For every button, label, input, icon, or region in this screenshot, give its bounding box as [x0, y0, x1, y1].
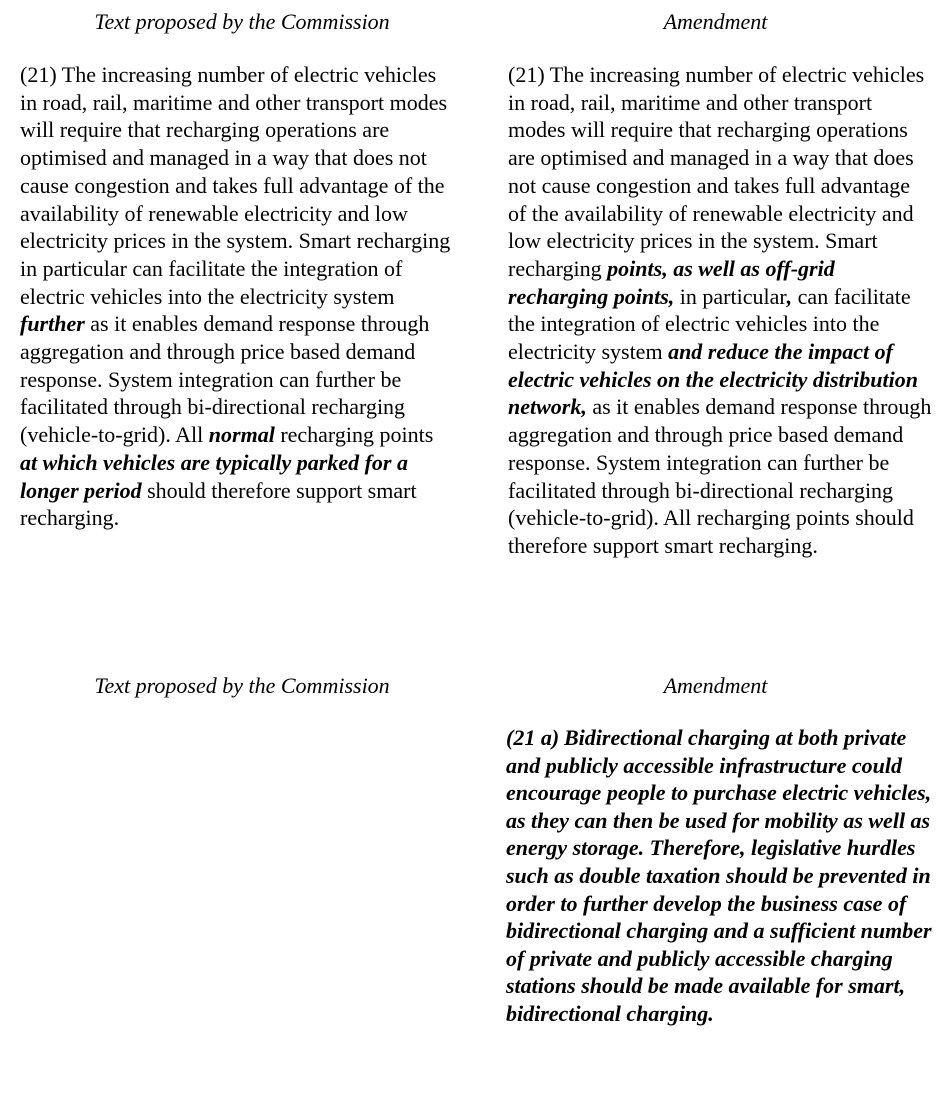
- paragraph-number: (21 a): [506, 725, 560, 750]
- amendment-text-paragraph-21: [508, 61, 933, 560]
- deleted-text-run: further: [20, 311, 85, 337]
- text-run: should therefore support smart recharging.: [20, 477, 417, 531]
- text-run: (21) The increasing number of electric vehicles in road, rail, maritime and other transport modes will require that recharging operations are optimised and managed in a way that does not cause congestion and takes full advantage of the availability of renewable electricity and low electricity prices in the system. Smart recharging in particular can facilitate the integration of electric vehicles into the electricity system: [20, 62, 451, 309]
- column-header-commission-2: Text proposed by the Commission: [94, 673, 390, 698]
- inserted-text-run: ,: [786, 283, 793, 309]
- inserted-text-run: points, as well as off-grid recharging points,: [508, 255, 835, 309]
- text-run: recharging points: [274, 422, 434, 448]
- deleted-text-run: normal: [208, 422, 275, 448]
- text-run: as it enables demand response through aggregation and through price based demand response. System integration can further be facilitated through bi-directional recharging (vehicle-to-grid). All recharging points should therefore support smart recharging.: [508, 394, 932, 558]
- inserted-text-run: Bidirectional charging at both private and publicly accessible infrastructure could encourage people to purchase electric vehicles, as they can then be used for mobility as well as energy storage. Therefore, legislative hurdles such as double taxation should be prevented in order to further develop the business case of bidirectional charging and a sufficient number of private and publicly accessible charging stations should be made available for smart, bidirectional charging.: [506, 725, 932, 1026]
- column-header-commission-1: Text proposed by the Commission: [94, 9, 390, 34]
- text-run: can facilitate the integration of electric vehicles into the electricity system: [508, 283, 911, 365]
- column-header-amendment-1: Amendment: [663, 9, 768, 34]
- text-run: in particular: [674, 283, 787, 309]
- amendment-text-paragraph-21a: [506, 724, 938, 1028]
- text-run: (21) The increasing number of electric vehicles in road, rail, maritime and other transport modes will require that recharging operations are optimised and managed in a way that does not cause congestion and takes full advantage of the availability of renewable electricity and low electricity prices in the system. Smart recharging: [508, 62, 925, 281]
- column-header-amendment-2: Amendment: [663, 673, 768, 698]
- inserted-text-run: and reduce the impact of electric vehicles on the electricity distribution network,: [508, 339, 918, 420]
- deleted-text-run: at which vehicles are typically parked for a longer period: [20, 449, 408, 503]
- commission-text-paragraph-21: [20, 61, 452, 532]
- text-run: as it enables demand response through aggregation and through price based demand response. System integration can further be facilitated through bi-directional recharging (vehicle-to-grid). All: [20, 311, 430, 448]
